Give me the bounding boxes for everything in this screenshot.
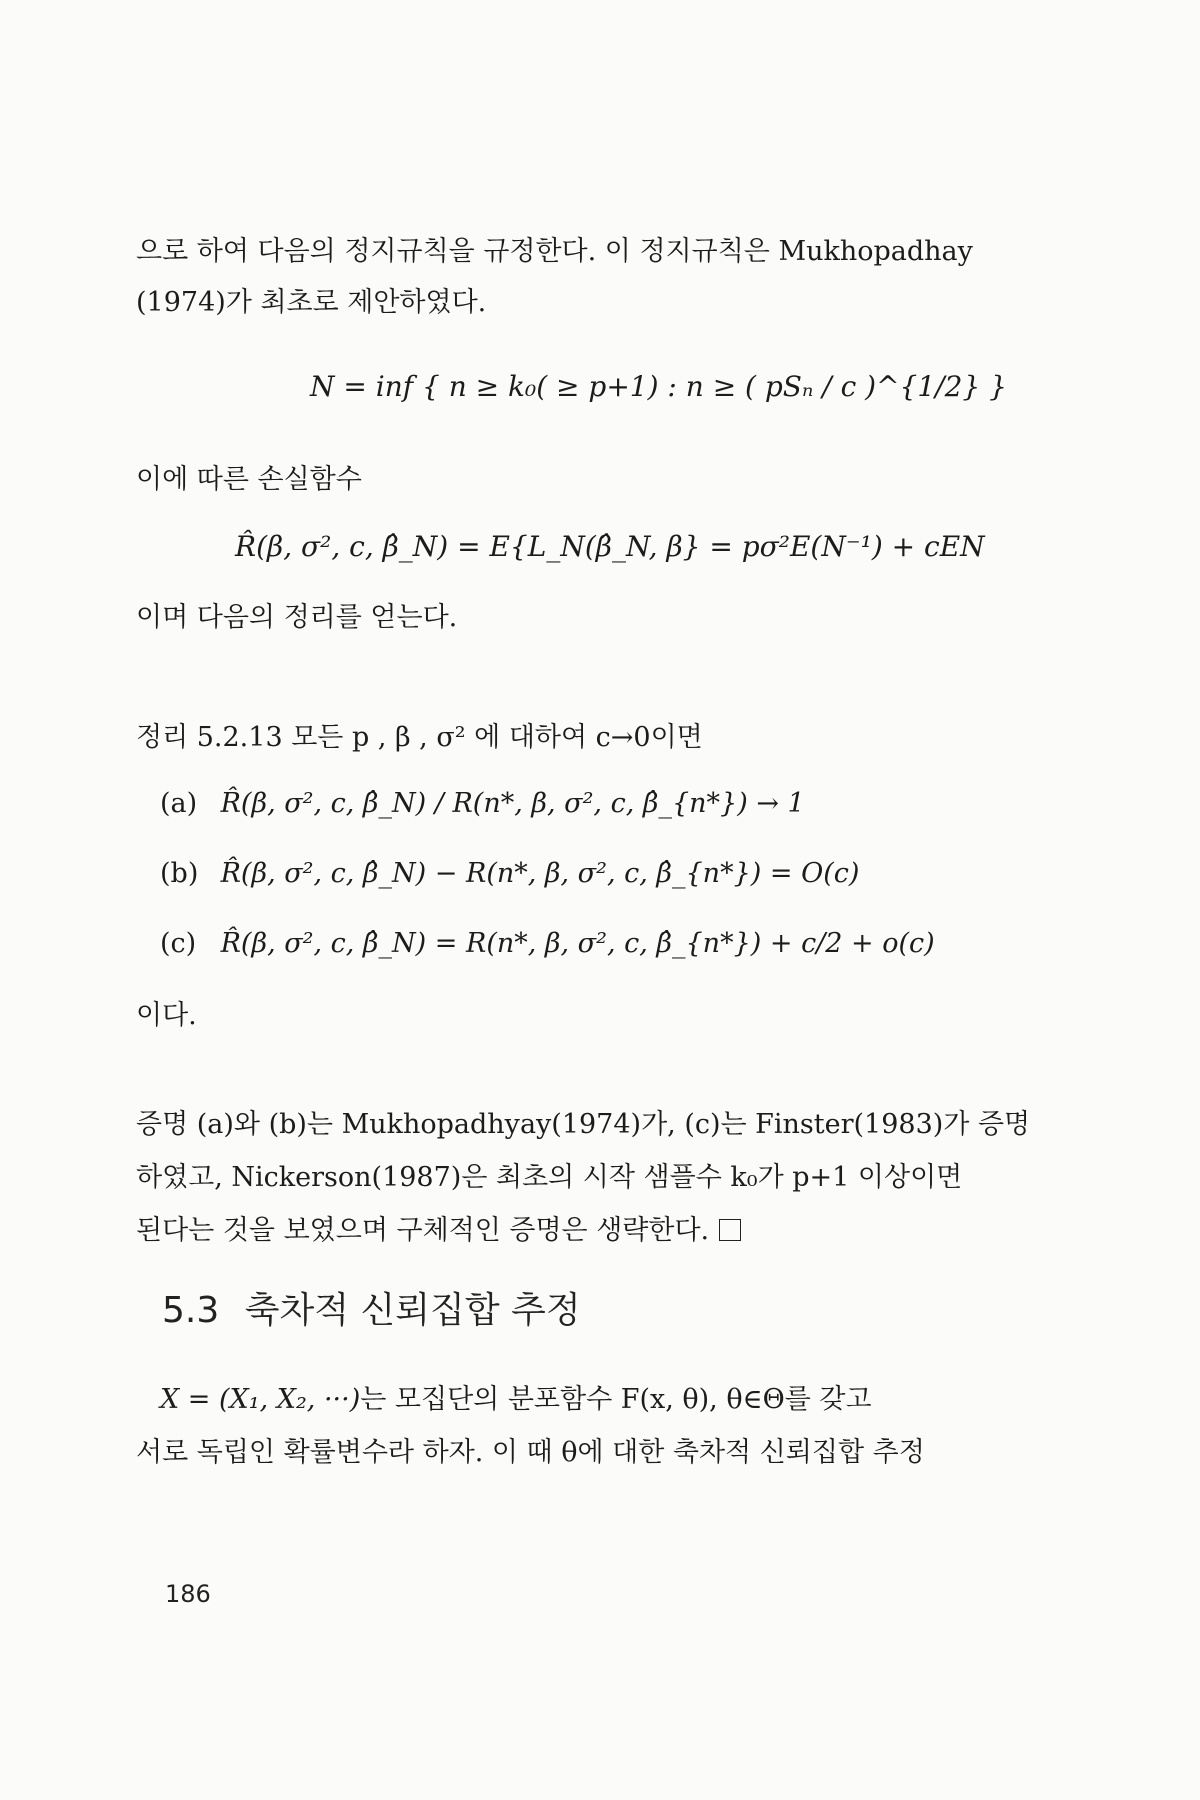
proof-line-last	[136, 1211, 1056, 1251]
section-body-line: 서로 독립인 확률변수라 하자. 이 때 θ에 대한 축차적 신뢰집합 추정	[136, 1437, 925, 1468]
item-label: (c)	[160, 928, 197, 959]
paragraph-line: 으로 하여 다음의 정지규칙을 규정한다. 이 정지규칙은 Mukhopadhay	[136, 236, 973, 267]
item-label: (b)	[160, 858, 199, 889]
stopping-rule-formula: N = inf { n ≥ k₀( ≥ p+1) : n ≥ ( pSₙ / c )^{1/2} }	[310, 370, 1007, 403]
proof-line: 하였고, Nickerson(1987)은 최초의 시작 샘플수 k₀가 p+1 이상이면	[136, 1162, 963, 1193]
section-number: 5.3	[162, 1290, 220, 1331]
paragraph-line: (1974)가 최초로 제안하였다.	[136, 287, 487, 318]
section-heading	[162, 1282, 581, 1333]
section-body-text: 는 모집단의 분포함수 F(x, θ), θ∈Θ를 갖고	[360, 1384, 872, 1415]
section-title: 축차적 신뢰집합 추정	[244, 1290, 581, 1331]
section-body-line	[160, 1380, 1060, 1420]
item-label: (a)	[160, 788, 198, 819]
random-vector: X = (X₁, X₂, ···)	[160, 1384, 361, 1415]
qed-square-icon	[719, 1219, 741, 1241]
theorem-intro: 이며 다음의 정리를 얻는다.	[136, 602, 458, 633]
theorem-item-c	[160, 928, 935, 959]
item-formula: R̂(β, σ², c, β̂_N) − R(n*, β, σ², c, β̂_{n*}) = O(c)	[220, 858, 860, 889]
page-number: 186	[165, 1580, 211, 1608]
loss-function-formula: R̂(β, σ², c, β̂_N) = E{L_N(β̂_N, β} = pσ²E(N⁻¹) + cEN	[235, 530, 985, 563]
item-formula: R̂(β, σ², c, β̂_N) = R(n*, β, σ², c, β̂_{n*}) + c/2 + o(c)	[220, 928, 935, 959]
theorem-item-b	[160, 858, 859, 889]
item-formula: R̂(β, σ², c, β̂_N) / R(n*, β, σ², c, β̂_{n*}) → 1	[220, 788, 805, 819]
theorem-closing: 이다.	[136, 1000, 197, 1031]
loss-intro: 이에 따른 손실함수	[136, 464, 362, 495]
proof-text: 된다는 것을 보였으며 구체적인 증명은 생략한다.	[136, 1215, 710, 1246]
theorem-item-a	[160, 788, 805, 819]
proof-line: 증명 (a)와 (b)는 Mukhopadhyay(1974)가, (c)는 Finster(1983)가 증명	[136, 1109, 1031, 1140]
theorem-header: 정리 5.2.13 모든 p , β , σ² 에 대하여 c→0이면	[136, 722, 703, 753]
